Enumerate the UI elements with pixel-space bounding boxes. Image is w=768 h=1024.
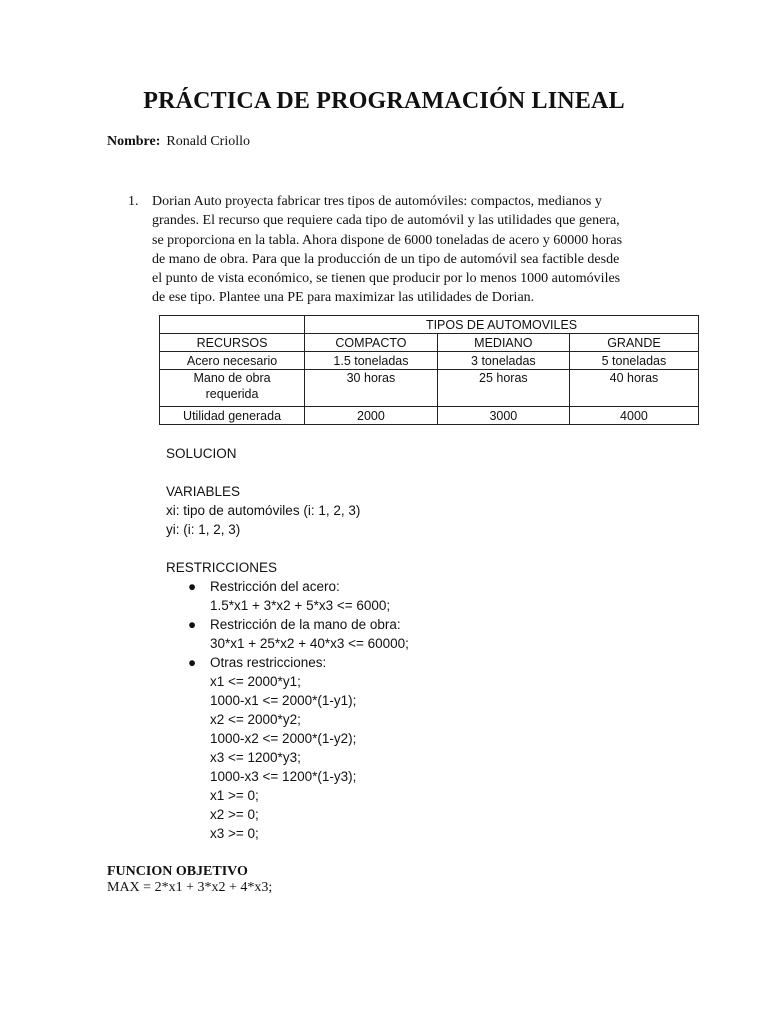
table-cell: 3 toneladas: [437, 352, 569, 370]
row-label-line: Mano de obra: [193, 371, 271, 385]
bullet-title: Otras restricciones:: [210, 655, 327, 670]
restriction-bullet: [166, 653, 409, 672]
objective-formula: MAX = 2*x1 + 3*x2 + 4*x3;: [107, 880, 273, 895]
problem-line: se proporciona en la tabla. Ahora dispone de 6000 toneladas de acero y 60000 horas: [152, 232, 623, 248]
table-header-row: [160, 316, 699, 334]
equation-line: x2 <= 2000*y2;: [210, 712, 301, 727]
table-corner-blank: [160, 316, 305, 334]
equation-line: x3 >= 0;: [210, 826, 259, 841]
corner-header: RECURSOS: [160, 334, 305, 352]
variable-line: yi: (i: 1, 2, 3): [166, 522, 241, 537]
table-cell: 2000: [305, 407, 438, 425]
table-cell: 4000: [569, 407, 698, 425]
column-header: GRANDE: [569, 334, 698, 352]
equation-line: x1 <= 2000*y1;: [210, 674, 301, 689]
table-cell: 5 toneladas: [569, 352, 698, 370]
row-label: Acero necesario: [160, 352, 305, 370]
restriction-bullet: [166, 577, 409, 596]
problem-line: de ese tipo. Plantee una PE para maximizar las utilidades de Dorian.: [152, 290, 535, 306]
bullet-title: Restricción del acero:: [210, 579, 340, 594]
bullet-icon: ●: [188, 655, 197, 670]
equation-line: 1000-x1 <= 2000*(1-y1);: [210, 693, 357, 708]
solution-heading: SOLUCION: [166, 446, 237, 461]
problem-text: [152, 192, 667, 308]
solution-section: [166, 444, 409, 843]
resources-table: [159, 315, 699, 425]
equation-line: 1000-x2 <= 2000*(1-y2);: [210, 731, 357, 746]
problem-line: de mano de obra. Para que la producción de un tipo de automóvil sea factible desde: [152, 251, 620, 267]
variables-heading: VARIABLES: [166, 484, 241, 499]
column-header: MEDIANO: [437, 334, 569, 352]
row-label-line: requerida: [205, 387, 259, 401]
equation-line: x3 <= 1200*y3;: [210, 750, 301, 765]
equation-line: 30*x1 + 25*x2 + 40*x3 <= 60000;: [210, 636, 409, 651]
equation-line: x2 >= 0;: [210, 807, 259, 822]
table-cell: 30 horas: [305, 370, 438, 407]
table-row: [160, 407, 699, 425]
table-cell: 40 horas: [569, 370, 698, 407]
name-row: [107, 134, 250, 150]
problem-line: el punto de vista económico, se tienen que producir por lo menos 1000 automóviles: [152, 271, 621, 287]
table-cell: 3000: [437, 407, 569, 425]
bullet-icon: ●: [188, 617, 197, 632]
table-header-row: [160, 334, 699, 352]
restrictions-heading: RESTRICCIONES: [166, 560, 278, 575]
equation-line: x1 >= 0;: [210, 788, 259, 803]
row-label: Utilidad generada: [160, 407, 305, 425]
column-header: COMPACTO: [305, 334, 438, 352]
table-cell: 1.5 toneladas: [305, 352, 438, 370]
objective-section: [107, 864, 272, 896]
bullet-title: Restricción de la mano de obra:: [210, 617, 401, 632]
problem-number: 1.: [128, 194, 139, 209]
equation-line: 1000-x3 <= 1200*(1-y3);: [210, 769, 357, 784]
name-value: Ronald Criollo: [166, 134, 251, 149]
problem-line: grandes. El recurso que requiere cada tipo de automóvil y las utilidades que genera,: [152, 213, 620, 229]
variable-line: xi: tipo de automóviles (i: 1, 2, 3): [166, 503, 361, 518]
name-label: Nombre:: [107, 134, 161, 149]
table-cell: 25 horas: [437, 370, 569, 407]
table-row: [160, 352, 699, 370]
group-header: TIPOS DE AUTOMOVILES: [305, 316, 699, 334]
problem-line: Dorian Auto proyecta fabricar tres tipos de automóviles: compactos, medianos y: [152, 194, 602, 209]
bullet-icon: ●: [188, 579, 197, 594]
equation-line: 1.5*x1 + 3*x2 + 5*x3 <= 6000;: [210, 598, 391, 613]
restriction-bullet: [166, 615, 409, 634]
page-title: PRÁCTICA DE PROGRAMACIÓN LINEAL: [143, 88, 625, 114]
row-label: [160, 370, 305, 407]
objective-heading: FUNCION OBJETIVO: [107, 864, 248, 879]
table-row: [160, 370, 699, 407]
